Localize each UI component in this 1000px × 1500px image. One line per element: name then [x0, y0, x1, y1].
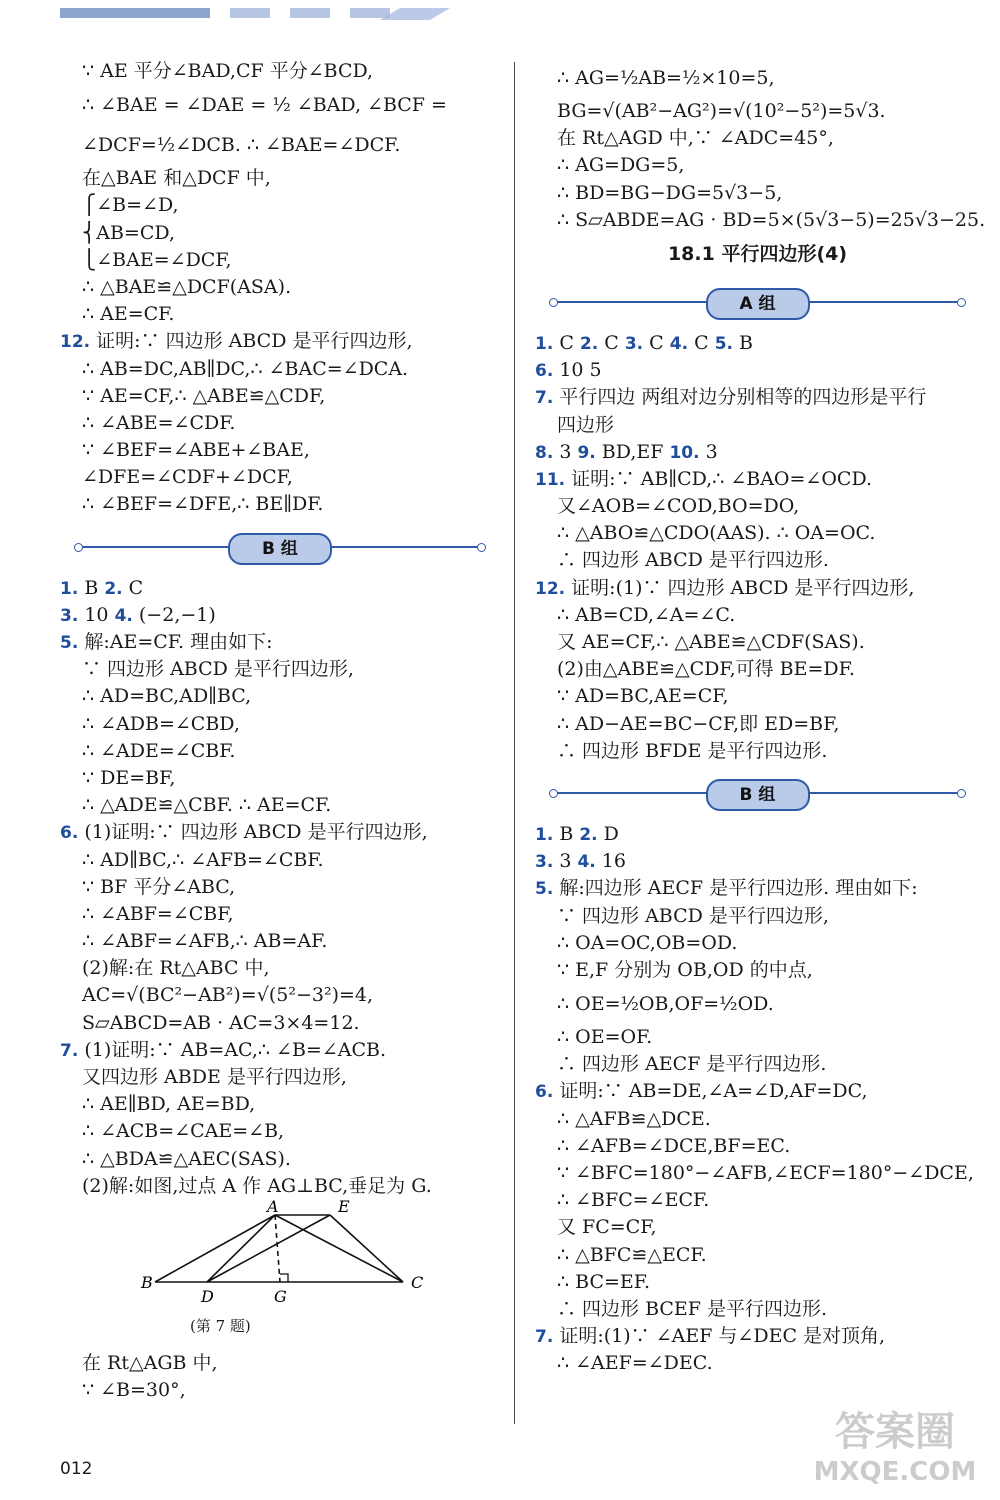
line-text: (2)由△ABE≌△CDF,可得 BE=DF. [557, 658, 855, 681]
question-number: 7. [535, 1327, 554, 1348]
line-text: (−2,−1) [132, 603, 216, 626]
line-text: ∠DCF=½∠DCB. ∴ ∠BAE=∠DCF. [82, 134, 401, 157]
question-number: 7. [535, 388, 554, 409]
line-text: ∴ △BAE≌△DCF(ASA). [82, 275, 292, 298]
text-line [535, 1106, 980, 1133]
line-text: 解:四边形 AECF 是平行四边形. 理由如下: [553, 877, 918, 900]
text-line [535, 520, 980, 547]
text-line [60, 1146, 500, 1173]
question-number: 1. [535, 824, 554, 845]
line-text: ∴ OA=OC,OB=OD. [557, 931, 738, 954]
line-text: 在 Rt△AGB 中, [82, 1351, 218, 1374]
text-line [535, 125, 980, 152]
question-number: 7. [60, 1040, 79, 1061]
point-label-A: A [267, 1199, 279, 1216]
text-line [60, 1091, 500, 1118]
question-number: 5. [714, 333, 733, 354]
line-text: 又 AE=CF,∴ △ABE≌△CDF(SAS). [557, 631, 865, 653]
line-text: C [553, 331, 580, 354]
text-line [60, 711, 500, 738]
line-text: ∴ ∠ACB=∠CAE=∠B, [82, 1120, 285, 1143]
line-text: 3 [553, 440, 578, 463]
line-text: (2)解:在 Rt△ABC 中, [82, 957, 270, 980]
line-text: ∴ △BFC≌△ECF. [557, 1243, 707, 1266]
answer-line [60, 629, 500, 656]
answer-line [535, 330, 980, 357]
line-text: ∴ ∠ABE=∠CDF. [82, 411, 236, 434]
question-number: 12. [60, 332, 91, 353]
line-text: B [553, 822, 580, 845]
question-number: 12. [535, 578, 566, 599]
group-label: B 组 [706, 779, 810, 811]
line-text: D [597, 822, 619, 845]
text-line [60, 928, 500, 955]
line-text: ∴ BC=EF. [557, 1270, 651, 1293]
text-line [535, 1187, 980, 1214]
text-line [60, 1064, 500, 1091]
text-line [60, 765, 500, 792]
text-line [60, 982, 500, 1009]
question-number: 4. [669, 333, 689, 354]
line-text: ⎧∠B=∠D, [82, 194, 179, 217]
text-line [60, 792, 500, 819]
segment-EC [330, 1215, 403, 1282]
question-number: 4. [577, 852, 596, 873]
answer-line [60, 328, 500, 355]
line-text: 10 [78, 603, 115, 626]
question-number: 3. [60, 605, 79, 626]
line-text: ∴ ∠BFC=∠ECF. [557, 1189, 710, 1212]
text-line [535, 1024, 980, 1051]
text-line [60, 301, 500, 328]
text-line [60, 125, 500, 165]
line-text: 在 Rt△AGD 中,∵ ∠ADC=45°, [557, 127, 834, 150]
text-line [535, 207, 986, 234]
line-text: ∴ AD=BC,AD∥BC, [82, 685, 252, 708]
text-line [535, 711, 980, 738]
line-text: ∴ ∠AFB=∠DCE,BF=EC. [557, 1134, 791, 1157]
text-line [60, 901, 500, 928]
line-text: B [78, 576, 105, 599]
answer-line [535, 875, 980, 902]
question-number: 3. [535, 852, 554, 873]
group-heading [535, 274, 980, 330]
text-line [60, 437, 500, 464]
line-text: ∴ AD−AE=BC−CF,即 ED=BF, [557, 712, 840, 735]
text-line [535, 412, 980, 439]
right-angle-mark [280, 1274, 288, 1282]
line-text: 16 [595, 850, 626, 873]
line-text: ∴ △BDA≌△AEC(SAS). [82, 1147, 291, 1170]
line-text: ∴ ∠ADE=∠CBF. [82, 739, 236, 762]
line-text: ∴ 四边形 BFDE 是平行四边形. [557, 739, 828, 762]
figure-caption: (第 7 题) [190, 1316, 251, 1335]
question-number: 4. [114, 605, 133, 626]
text-line [60, 738, 500, 765]
line-text: ∵ 四边形 ABCD 是平行四边形, [557, 904, 829, 927]
line-text: 又四边形 ABDE 是平行四边形, [82, 1066, 347, 1088]
line-text: ∴ AB=CD,∠A=∠C. [557, 603, 736, 626]
page-number: 012 [60, 1459, 93, 1479]
line-text: BD,EF [595, 440, 670, 463]
svg-text:MXQE.COM: MXQE.COM [813, 1457, 977, 1487]
text-line [60, 165, 500, 192]
text-line [60, 85, 500, 125]
line-text: ⎩∠BAE=∠DCF, [82, 248, 232, 271]
line-text: ∴ ∠BEF=∠DFE,∴ BE∥DF. [82, 493, 324, 516]
text-line [60, 1350, 500, 1377]
question-number: 6. [535, 1082, 554, 1103]
text-line [535, 683, 980, 710]
answer-line [535, 357, 980, 384]
text-line [535, 1160, 980, 1187]
point-label-C: C [411, 1272, 424, 1292]
line-text: C [598, 331, 625, 354]
line-text: B [732, 331, 753, 354]
line-text: ∴ AG=½AB=½×10=5, [557, 67, 775, 89]
line-text: ∵ ∠B=30°, [82, 1379, 186, 1402]
point-label-E: E [338, 1199, 350, 1216]
question-number: 8. [535, 442, 554, 463]
line-text: ∵ ∠BEF=∠ABE+∠BAE, [82, 439, 310, 462]
text-line [535, 98, 980, 125]
text-line [60, 410, 500, 437]
line-text: ∴ AE∥BD, AE=BD, [82, 1093, 256, 1116]
text-line [60, 656, 500, 683]
point-label-B: B [141, 1272, 153, 1292]
text-line [60, 955, 500, 982]
line-text: ∵ BF 平分∠ABC, [82, 875, 236, 898]
line-text: 10 5 [553, 359, 602, 382]
group-label: B 组 [228, 533, 332, 565]
text-line [535, 1242, 980, 1269]
question-number: 5. [535, 879, 554, 900]
line-text: ∵ ∠BFC=180°−∠AFB,∠ECF=180°−∠DCE, [557, 1162, 974, 1184]
answer-line [535, 575, 980, 602]
text-line [535, 957, 980, 984]
line-text: S▱ABCD=AB · AC=3×4=12. [82, 1011, 360, 1034]
segment-AD [207, 1215, 275, 1282]
line-text: 解:AE=CF. 理由如下: [78, 631, 273, 653]
question-number: 11. [535, 469, 566, 490]
text-line [535, 1133, 980, 1160]
line-text: 又∠AOB=∠COD,BO=DO, [557, 495, 800, 518]
text-line [60, 220, 500, 247]
answer-line [60, 575, 500, 602]
line-text: ∴ 四边形 BCEF 是平行四边形. [557, 1297, 828, 1320]
line-text: 3 [553, 850, 578, 873]
line-text: C [688, 331, 715, 354]
text-line [535, 656, 980, 683]
line-text: 证明:∵ 四边形 ABCD 是平行四边形, [90, 330, 413, 353]
line-text: ∴ △AFB≌△DCE. [557, 1107, 711, 1130]
line-text: ∴ OE=OF. [557, 1026, 653, 1049]
text-line [60, 58, 500, 85]
line-text: ∵ E,F 分别为 OB,OD 的中点, [557, 958, 813, 981]
line-text: ∵ AE 平分∠BAD,CF 平分∠BCD, [82, 60, 374, 82]
text-line [60, 383, 500, 410]
segment-AG [275, 1215, 280, 1282]
line-text: 四边形 [557, 413, 615, 436]
line-text: 证明:(1)∵ ∠AEF 与∠DEC 是对顶角, [553, 1325, 886, 1348]
figure-problem-7 [60, 1200, 500, 1350]
question-number: 6. [535, 361, 554, 382]
text-line [535, 180, 980, 207]
text-line [535, 738, 980, 765]
segment-AC [275, 1215, 403, 1282]
point-label-D: D [201, 1286, 214, 1306]
line-text: (1)证明:∵ AB=AC,∴ ∠B=∠ACB. [78, 1038, 387, 1061]
line-text: ∵ AD=BC,AE=CF, [557, 685, 729, 708]
segment-ED [207, 1215, 330, 1282]
text-line [535, 930, 980, 957]
line-text: (1)证明:∵ 四边形 ABCD 是平行四边形, [78, 821, 428, 844]
answer-line [535, 466, 980, 493]
line-text: ∴ S▱ABDE=AG · BD=5×(5√3−5)=25√3−25. [557, 208, 986, 231]
line-text: ∴ ∠AEF=∠DEC. [557, 1352, 713, 1375]
watermark-logo [800, 1400, 990, 1490]
line-text: ∴ ∠ABF=∠AFB,∴ AB=AF. [82, 930, 328, 953]
line-text: 平行四边 两组对边分别相等的四边形是平行 [553, 386, 927, 409]
answer-line [535, 821, 980, 848]
text-line [60, 1377, 500, 1404]
text-line [60, 192, 500, 219]
answer-line [60, 602, 500, 629]
line-text: ∴ ∠ABF=∠CBF, [82, 902, 234, 925]
text-line [535, 1269, 980, 1296]
line-text: ∵ 四边形 ABCD 是平行四边形, [82, 658, 354, 681]
line-text: 在△BAE 和△DCF 中, [82, 167, 271, 190]
text-line [535, 1296, 980, 1323]
line-text: ∵ AE=CF,∴ △ABE≌△CDF, [82, 384, 326, 407]
question-number: 10. [669, 442, 700, 463]
line-text: BG=√(AB²−AG²)=√(10²−5²)=5√3. [557, 100, 886, 122]
geometry-diagram [60, 1200, 460, 1350]
answer-line [535, 1323, 980, 1350]
group-heading [60, 519, 500, 575]
text-line [60, 847, 500, 874]
line-text: AC=√(BC²−AB²)=√(5²−3²)=4, [82, 984, 374, 1007]
line-text: C [122, 576, 144, 599]
group-heading [535, 765, 980, 821]
line-text: 证明:∵ AB=DE,∠A=∠D,AF=DC, [553, 1080, 868, 1103]
question-number: 3. [624, 333, 644, 354]
line-text: 3 [699, 440, 718, 463]
point-label-G: G [274, 1286, 287, 1306]
text-line [535, 1051, 980, 1078]
column-divider [514, 62, 515, 1424]
text-line [60, 874, 500, 901]
text-line [535, 58, 980, 98]
text-line [60, 356, 500, 383]
question-number: 2. [579, 824, 598, 845]
answer-line [60, 1037, 500, 1064]
line-text: ∴ ∠ADB=∠CBD, [82, 712, 240, 735]
text-line [535, 1350, 980, 1377]
text-line [535, 547, 980, 574]
group-label: A 组 [706, 288, 810, 320]
text-line [535, 493, 980, 520]
line-text: ∴ AD∥BC,∴ ∠AFB=∠CBF. [82, 848, 324, 871]
line-text: ∴ 四边形 AECF 是平行四边形. [557, 1053, 827, 1076]
line-text: (2)解:如图,过点 A 作 AG⊥BC,垂足为 G. [82, 1174, 432, 1197]
line-text: ∴ AB=DC,AB∥DC,∴ ∠BAC=∠DCA. [82, 357, 409, 380]
left-column [60, 58, 500, 1404]
answer-line [535, 384, 980, 411]
line-text: 证明:∵ AB∥CD,∴ ∠BAO=∠OCD. [565, 467, 873, 490]
text-line [60, 1173, 500, 1200]
text-line [60, 1010, 500, 1037]
text-line [60, 247, 500, 274]
section-title: 18.1 平行四边形(4) [667, 242, 848, 265]
question-number: 5. [60, 633, 79, 653]
question-number: 2. [104, 578, 123, 599]
text-line [60, 1118, 500, 1145]
question-number: 1. [60, 578, 79, 599]
question-number: 6. [60, 823, 79, 844]
line-text: ∴ OE=½OB,OF=½OD. [557, 993, 774, 1016]
text-line [60, 464, 500, 491]
text-line [535, 152, 980, 179]
right-column [535, 58, 986, 1378]
answer-line [535, 848, 980, 875]
answer-line [60, 819, 500, 846]
line-text: ∴ AG=DG=5, [557, 154, 685, 177]
question-number: 9. [577, 442, 596, 463]
line-text: ∴ BD=BG−DG=5√3−5, [557, 181, 783, 204]
line-text: ⎨AB=CD, [82, 221, 175, 244]
line-text: C [643, 331, 670, 354]
answer-line [535, 439, 980, 466]
svg-text:答案圈: 答案圈 [835, 1409, 955, 1455]
text-line [535, 984, 980, 1024]
segment-AB [155, 1215, 275, 1282]
text-line [60, 491, 500, 518]
line-text: 又 FC=CF, [557, 1216, 657, 1239]
question-number: 2. [579, 333, 599, 354]
line-text: ∴ 四边形 ABCD 是平行四边形. [557, 549, 829, 572]
text-line [535, 1214, 980, 1241]
text-line [60, 683, 500, 710]
answer-line [535, 1078, 980, 1105]
line-text: ∴ ∠BAE = ∠DAE = ½ ∠BAD, ∠BCF = [82, 94, 447, 117]
line-text: ∴ AE=CF. [82, 303, 175, 326]
line-text: ∴ △ABO≌△CDO(AAS). ∴ OA=OC. [557, 522, 876, 545]
text-line [60, 274, 500, 301]
text-line [535, 903, 980, 930]
header-decoration [0, 0, 1000, 30]
line-text: ∴ △ADE≌△CBF. ∴ AE=CF. [82, 794, 332, 817]
question-number: 1. [535, 333, 554, 354]
line-text: ∠DFE=∠CDF+∠DCF, [82, 466, 293, 489]
line-text: ∵ DE=BF, [82, 766, 176, 789]
text-line [535, 602, 980, 629]
line-text: 证明:(1)∵ 四边形 ABCD 是平行四边形, [565, 576, 915, 599]
text-line [535, 629, 980, 656]
